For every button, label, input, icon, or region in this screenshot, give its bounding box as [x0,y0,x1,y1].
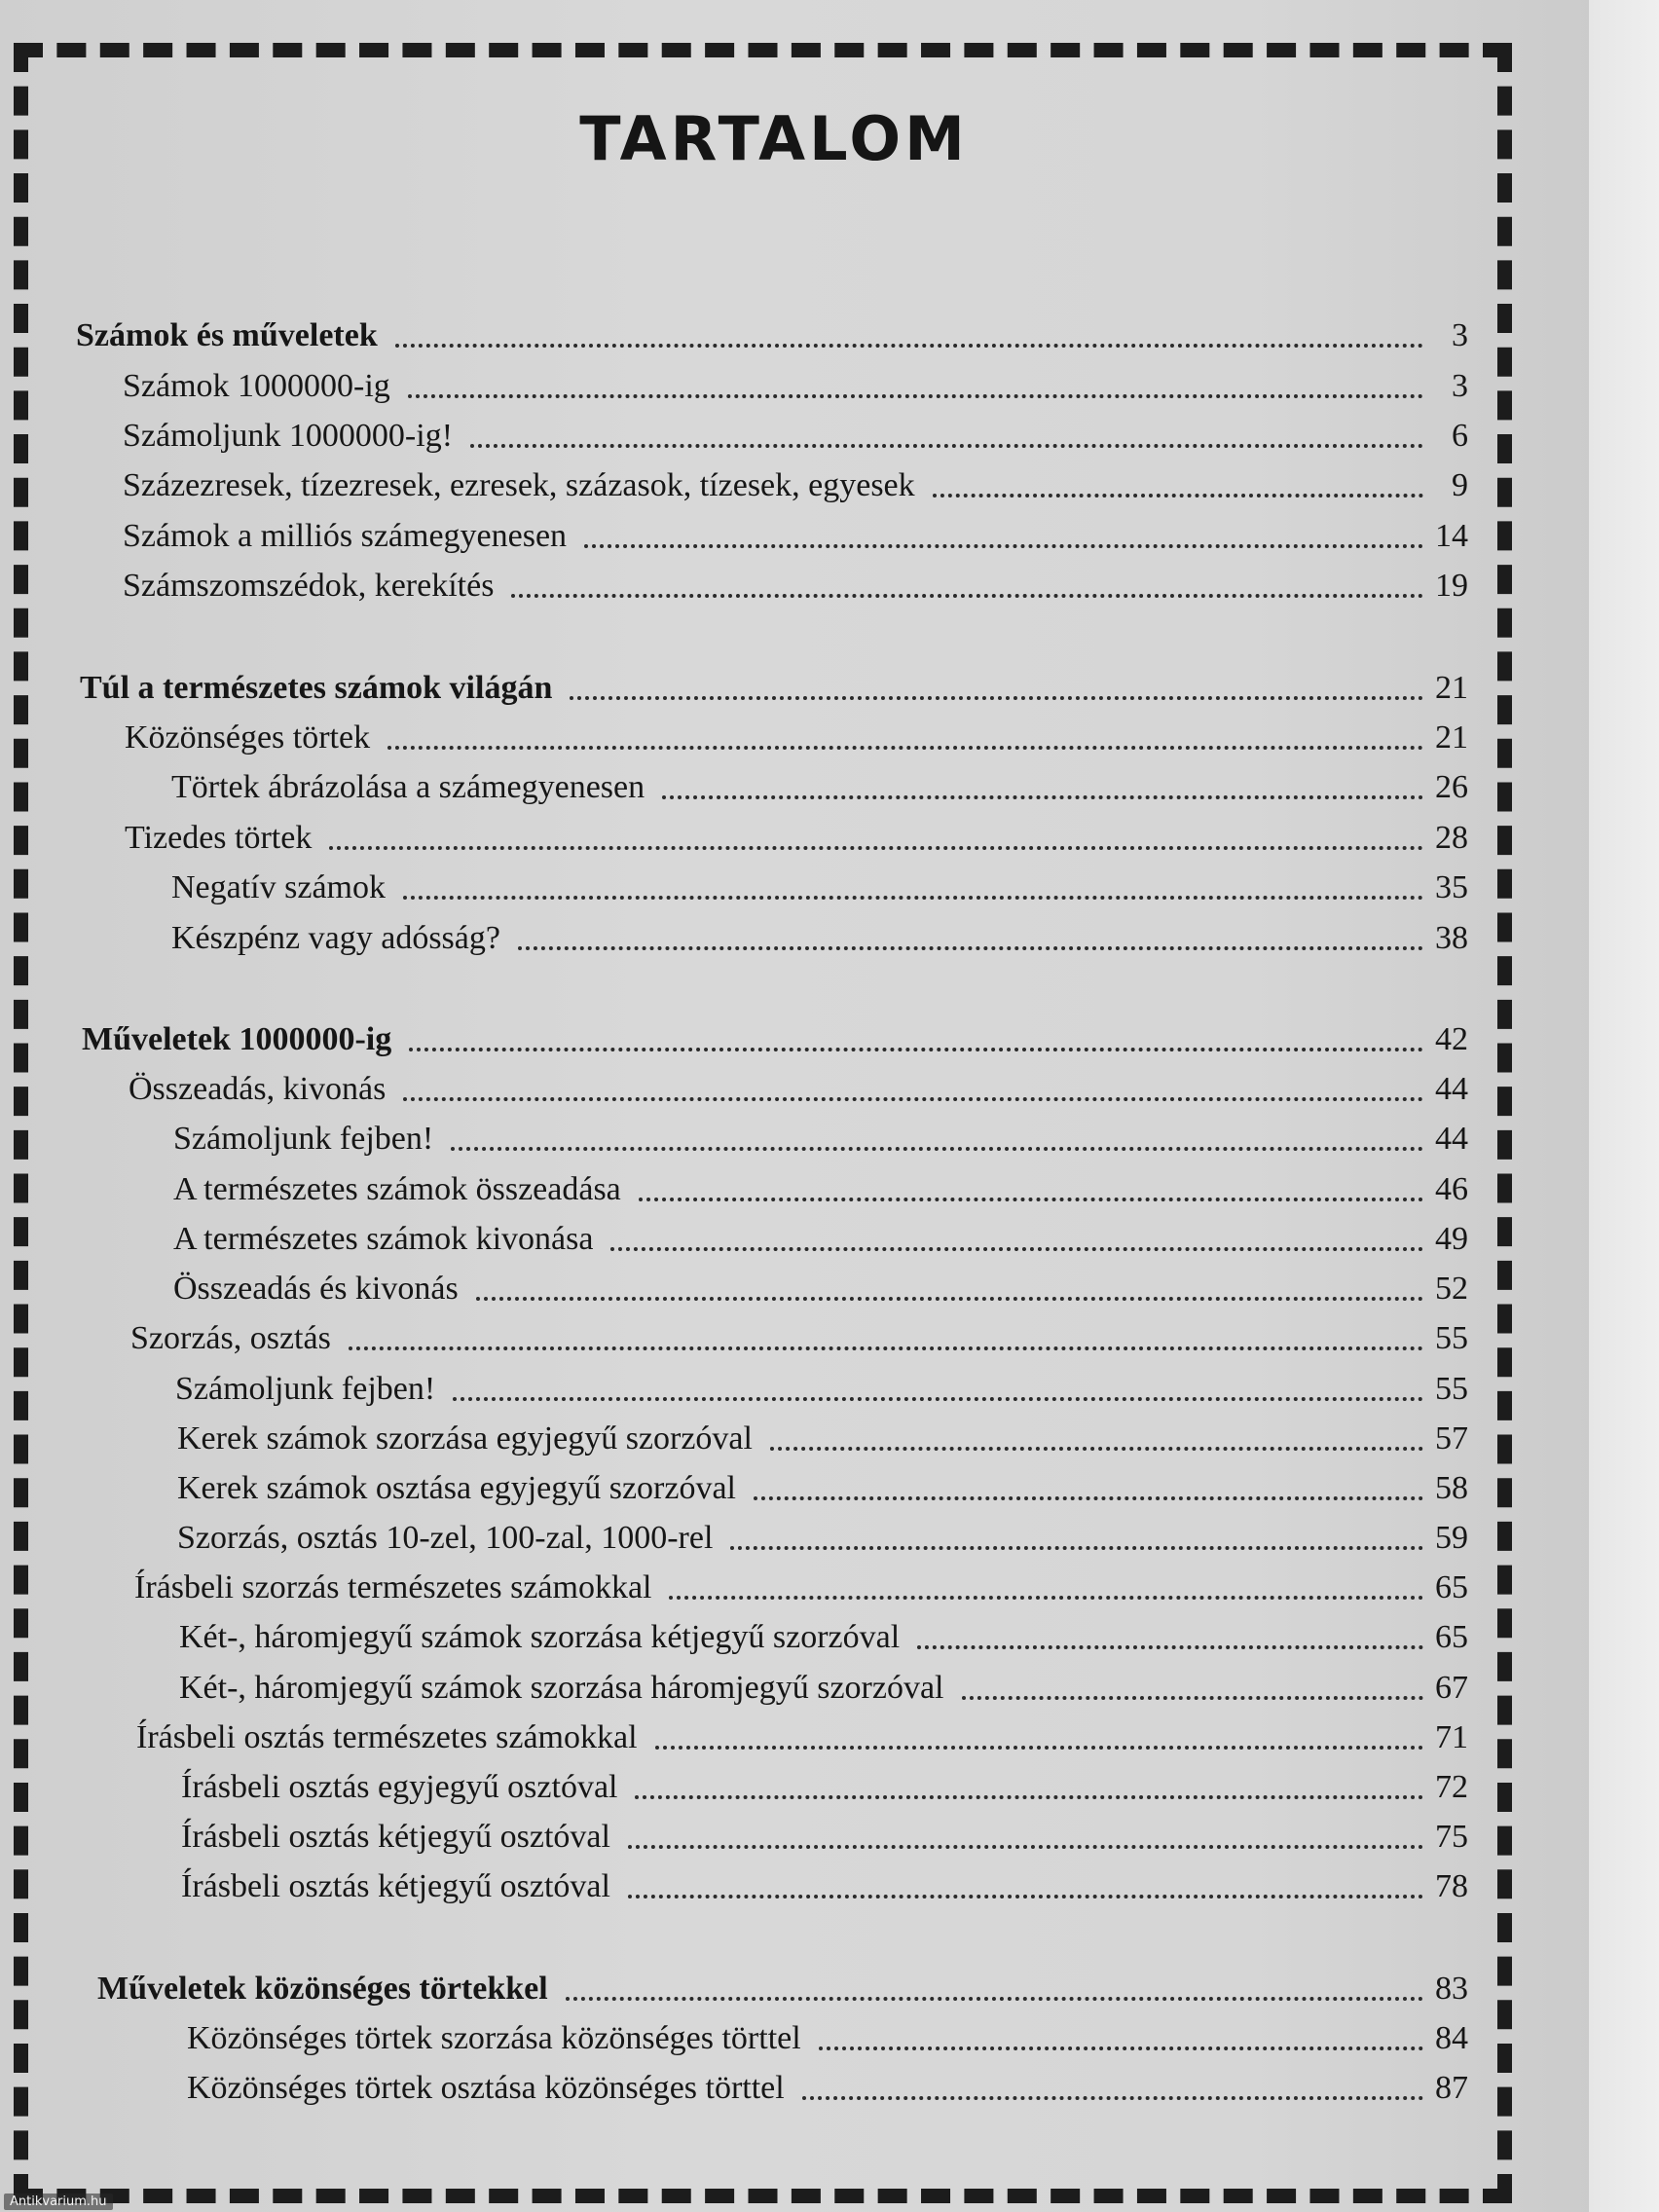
toc-entry-row[interactable] [177,1512,1468,1559]
watermark: Antikvarium.hu [4,2194,113,2210]
toc-page-number: 75 [1435,1819,1468,1855]
toc-entry-row[interactable] [125,812,1468,859]
toc-entry-title: Írásbeli osztás egyjegyű osztóval [181,1769,618,1805]
toc-entry-title: Írásbeli osztás kétjegyű osztóval [181,1819,610,1855]
toc-entry-row[interactable] [123,560,1468,607]
toc-page-number: 87 [1435,2070,1468,2106]
toc-page-number: 14 [1435,518,1468,554]
toc-page-number: 44 [1435,1121,1468,1157]
toc-entry-row[interactable] [181,1811,1468,1858]
toc-entry-row[interactable] [181,1861,1468,1907]
toc-page-number: 46 [1435,1171,1468,1207]
dot-leader [511,594,1423,598]
dot-leader [387,746,1423,750]
toc-page-number: 44 [1435,1071,1468,1107]
toc-page-number: 67 [1435,1670,1468,1706]
dot-leader [962,1696,1424,1700]
toc-page-number: 49 [1435,1221,1468,1257]
dot-leader [628,1895,1423,1899]
toc-page-number: 78 [1435,1868,1468,1904]
toc-entry-row[interactable] [171,761,1468,808]
toc-page-number: 19 [1435,568,1468,604]
toc-entry-title: Kerek számok osztása egyjegyű szorzóval [177,1470,736,1506]
toc-entry-title: Közönséges törtek [125,719,371,756]
toc-page-number: 38 [1435,920,1468,956]
toc-entry-row[interactable] [125,712,1468,758]
dot-leader [635,1795,1423,1799]
toc-section-row[interactable] [97,1963,1468,2009]
dot-leader [329,846,1423,850]
dot-leader [754,1496,1423,1500]
toc-entry-row[interactable] [123,360,1468,407]
dot-leader [917,1645,1423,1649]
toc-entry-title: Negatív számok [171,869,386,905]
toc-page-number: 55 [1435,1320,1468,1356]
toc-entry-title: Számoljunk fejben! [173,1121,434,1157]
toc-page-number: 71 [1435,1719,1468,1755]
toc-entry-title: Számszomszédok, kerekítés [123,568,495,604]
dot-leader [403,896,1423,900]
dot-leader [570,696,1423,700]
toc-entry-row[interactable] [123,460,1468,506]
toc-page-number: 3 [1452,317,1468,353]
toc-entry-title: Tizedes törtek [125,820,313,856]
dot-leader [395,344,1423,348]
toc-entry-row[interactable] [175,1363,1468,1410]
dot-leader [610,1247,1423,1251]
toc-page-number: 59 [1435,1520,1468,1556]
toc-page-number: 42 [1435,1021,1468,1057]
dot-leader [584,544,1423,548]
toc-entry-title: Közönséges törtek szorzása közönséges törttel [187,2020,801,2056]
toc-page-number: 26 [1435,769,1468,805]
toc-entry-title: Számoljunk 1000000-ig! [123,418,454,454]
dot-leader [655,1746,1423,1750]
toc-entry-title: Írásbeli osztás természetes számokkal [136,1719,638,1755]
dot-leader [639,1198,1423,1201]
toc-entry-title: Számok és műveletek [76,317,378,353]
dot-leader [349,1346,1423,1350]
toc-page-number: 83 [1435,1971,1468,2007]
toc-entry-title: Szorzás, osztás 10-zel, 100-zal, 1000-rel [177,1520,714,1556]
toc-entry-row[interactable] [136,1712,1468,1758]
toc-page-number: 21 [1435,719,1468,756]
dot-leader [403,1097,1423,1101]
toc-page-number: 84 [1435,2020,1468,2056]
toc-page-number: 3 [1452,368,1468,404]
toc-page-number: 6 [1452,418,1468,454]
toc-entry-title: Műveletek közönséges törtekkel [97,1971,548,2007]
toc-entry-title: Százezresek, tízezresek, ezresek, százasok, tízesek, egyesek [123,467,915,503]
dot-leader [819,2046,1423,2050]
toc-section-row[interactable] [80,662,1468,709]
toc-entry-title: Szorzás, osztás [130,1320,331,1356]
toc-entry-title: Számok a milliós számegyenesen [123,518,568,554]
toc-entry-row[interactable] [129,1063,1468,1110]
toc-page-number: 57 [1435,1420,1468,1456]
page-title: TARTALOM [579,103,969,174]
toc-entry-title: Írásbeli osztás kétjegyű osztóval [181,1868,610,1904]
toc-page-number: 28 [1435,820,1468,856]
toc-entry-row[interactable] [177,1462,1468,1509]
toc-section-row[interactable] [82,1014,1468,1060]
toc-page-number: 35 [1435,869,1468,905]
toc-entry-row[interactable] [179,1662,1468,1709]
dot-leader [518,946,1423,950]
toc-entry-title: Két-, háromjegyű számok szorzása háromjegyű szorzóval [179,1670,944,1706]
dot-leader [628,1845,1423,1849]
toc-page-number: 65 [1435,1619,1468,1655]
toc-entry-row[interactable] [171,912,1468,959]
toc-entry-title: Írásbeli szorzás természetes számokkal [134,1569,652,1605]
toc-entry-row[interactable] [177,1413,1468,1459]
dot-leader [408,394,1423,398]
toc-entry-title: A természetes számok összeadása [173,1171,621,1207]
dot-leader [451,1147,1423,1151]
toc-page-number: 52 [1435,1271,1468,1307]
dot-leader [802,2096,1423,2100]
toc-entry-title: Összeadás, kivonás [129,1071,387,1107]
toc-entry-title: Számok 1000000-ig [123,368,390,404]
dot-leader [476,1297,1423,1301]
toc-entry-title: Két-, háromjegyű számok szorzása kétjegyű szorzóval [179,1619,901,1655]
dot-leader [933,494,1423,498]
dot-leader [453,1397,1423,1401]
toc-entry-row[interactable] [173,1163,1468,1210]
toc-entry-row[interactable] [173,1113,1468,1160]
toc-entry-row[interactable] [130,1312,1468,1359]
toc-entry-row[interactable] [181,1761,1468,1808]
toc-page-number: 65 [1435,1569,1468,1605]
toc-entry-row[interactable] [134,1562,1468,1608]
toc-page-number: 55 [1435,1371,1468,1407]
dot-leader [770,1447,1423,1451]
toc-entry-row[interactable] [123,510,1468,557]
toc-page-number: 21 [1435,670,1468,706]
toc-entry-title: Műveletek 1000000-ig [82,1021,392,1057]
toc-entry-title: A természetes számok kivonása [173,1221,594,1257]
dot-leader [470,444,1423,448]
toc-entry-title: Számoljunk fejben! [175,1371,436,1407]
toc-entry-row[interactable] [187,2012,1468,2059]
toc-entry-row[interactable] [171,862,1468,908]
toc-page-number: 72 [1435,1769,1468,1805]
dot-leader [566,1997,1423,2001]
toc-page-number: 58 [1435,1470,1468,1506]
toc-entry-title: Túl a természetes számok világán [80,670,553,706]
toc-section-row[interactable] [76,310,1468,356]
dot-leader [409,1048,1423,1051]
toc-page-number: 9 [1452,467,1468,503]
toc-entry-title: Kerek számok szorzása egyjegyű szorzóval [177,1420,753,1456]
toc-entry-title: Törtek ábrázolása a számegyenesen [171,769,645,805]
toc-entry-row[interactable] [173,1213,1468,1260]
toc-entry-row[interactable] [187,2062,1468,2109]
dot-leader [669,1596,1423,1600]
toc-entry-title: Készpénz vagy adósság? [171,920,500,956]
dot-leader [662,795,1423,799]
toc-entry-row[interactable] [173,1263,1468,1309]
toc-entry-title: Összeadás és kivonás [173,1271,459,1307]
toc-entry-title: Közönséges törtek osztása közönséges törttel [187,2070,785,2106]
toc-entry-row[interactable] [123,410,1468,457]
toc-entry-row[interactable] [179,1611,1468,1658]
dot-leader [730,1546,1423,1550]
